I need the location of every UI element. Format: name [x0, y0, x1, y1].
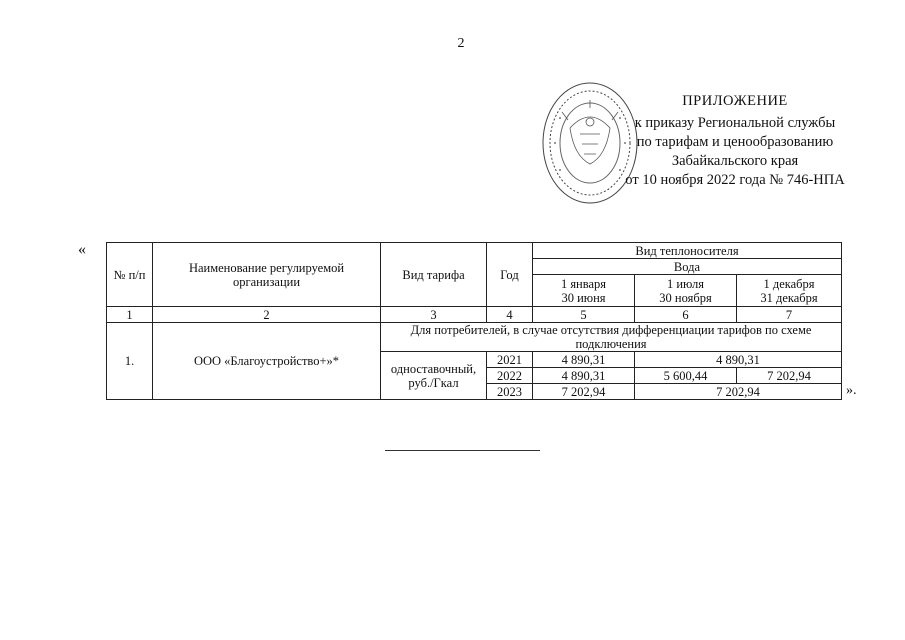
appendix-heading: ПРИЛОЖЕНИЕ: [682, 93, 788, 109]
value-cell: 5 600,44: [635, 368, 737, 384]
value-cell: 7 202,94: [737, 368, 842, 384]
header-water: Вода: [533, 259, 842, 275]
appendix-line: по тарифам и ценообразованию: [636, 134, 834, 150]
page-number: 2: [457, 36, 465, 51]
value-cell: 4 890,31: [533, 368, 635, 384]
col-number: 3: [381, 307, 487, 323]
value-cell: 4 890,31: [533, 352, 635, 368]
header-org: Наименование регулируемой организации: [153, 243, 381, 307]
row-number: 1.: [107, 323, 153, 400]
footer-divider: [385, 450, 540, 451]
value-cell: 7 202,94: [533, 384, 635, 400]
col-number: 7: [737, 307, 842, 323]
header-tariff: Вид тарифа: [381, 243, 487, 307]
year-cell: 2023: [487, 384, 533, 400]
appendix-line: от 10 ноября 2022 года № 746-НПА: [625, 172, 845, 188]
closing-quote: ».: [846, 383, 857, 398]
header-period-1: 1 января 30 июня: [533, 275, 635, 307]
appendix-block: [600, 92, 870, 190]
header-period-3: 1 декабря 31 декабря: [737, 275, 842, 307]
col-number: 4: [487, 307, 533, 323]
value-cell: 4 890,31: [635, 352, 842, 368]
opening-quote: «: [78, 241, 86, 258]
year-cell: 2021: [487, 352, 533, 368]
col-number: 5: [533, 307, 635, 323]
header-period-2: 1 июля 30 ноября: [635, 275, 737, 307]
col-number: 2: [153, 307, 381, 323]
consumers-note: Для потребителей, в случае отсутствия дифференциации тарифов по схеме подключения: [381, 323, 842, 352]
header-num: № п/п: [107, 243, 153, 307]
header-coolant: Вид теплоносителя: [533, 243, 842, 259]
value-cell: 7 202,94: [635, 384, 842, 400]
col-number: 6: [635, 307, 737, 323]
appendix-line: Забайкальского края: [671, 153, 799, 169]
column-number-row: [107, 307, 842, 323]
appendix-line: к приказу Региональной службы: [634, 115, 836, 131]
tariff-type: одноставочный, руб./Гкал: [381, 352, 487, 400]
header-year: Год: [487, 243, 533, 307]
year-cell: 2022: [487, 368, 533, 384]
tariff-table: [106, 242, 842, 400]
col-number: 1: [107, 307, 153, 323]
organization-name: ООО «Благоустройство+»*: [153, 323, 381, 400]
